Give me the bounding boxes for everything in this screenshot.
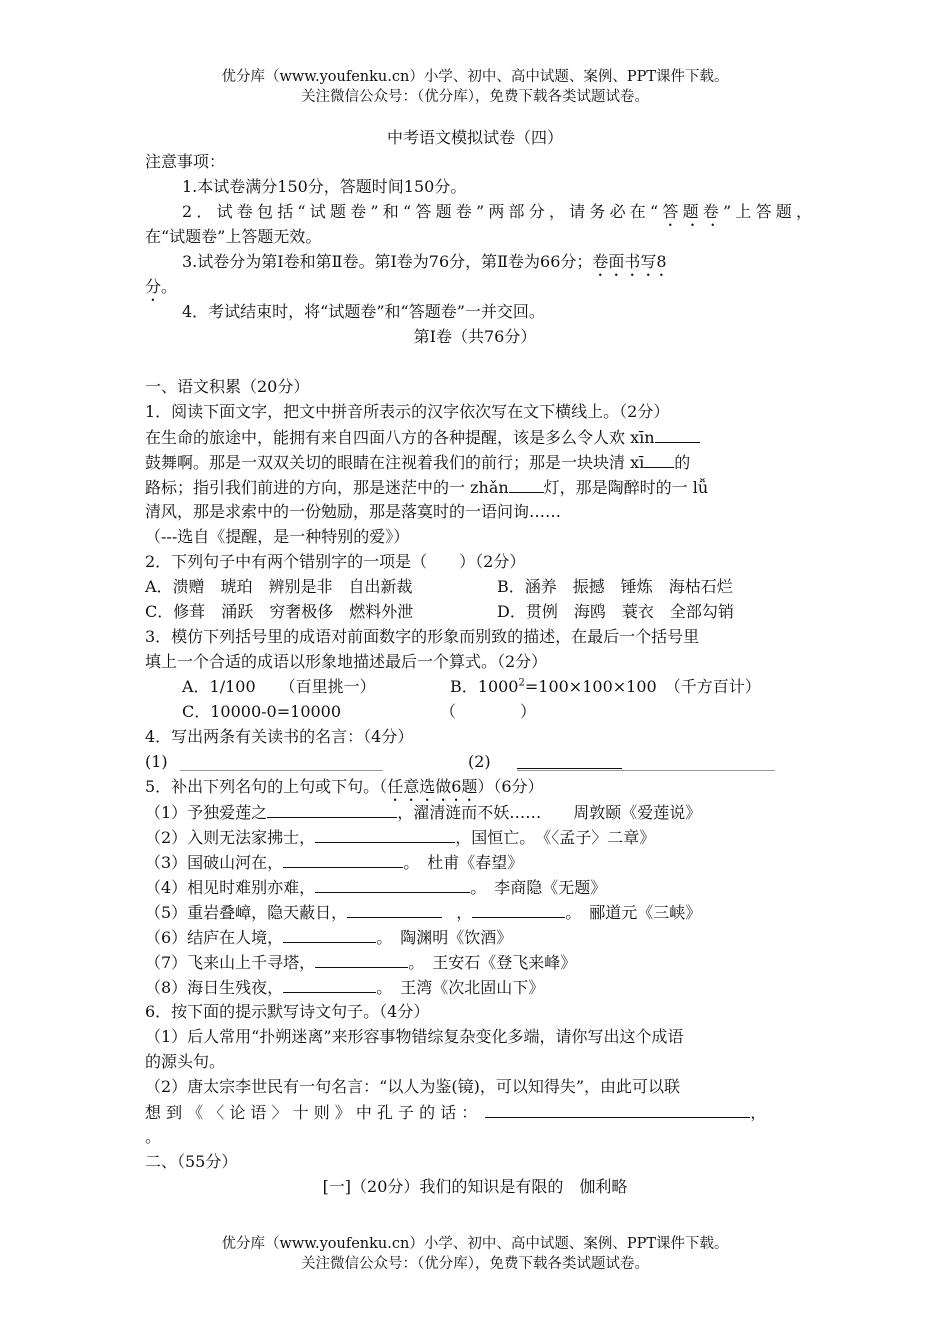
section2-heading: 二、（55分）: [145, 1152, 238, 1171]
notice-item-3-cont: 分。: [145, 277, 178, 296]
q3-answer-blank[interactable]: （ ）: [440, 702, 537, 721]
page-title: 中考语文模拟试卷（四）: [386, 128, 563, 147]
q5-item-5: （5）重岩叠嶂，隐天蔽日， ， 。 郦道元《三峡》: [145, 903, 702, 922]
q6-prompt-1: （1）后人常用“扑朔迷离”来形容事物错综复杂变化多端，请你写出这个成语: [145, 1027, 684, 1046]
q2-option-a: A．溃赠 琥珀 辨别是非 自出新裁: [145, 577, 413, 596]
q2-option-d: D．贯例 海鸥 蓑衣 全部勾销: [497, 602, 734, 621]
section1-heading: 一、语文积累（20分）: [145, 377, 310, 396]
answer-blank[interactable]: [267, 801, 397, 818]
q1-line-2: 鼓舞啊。那是一双双关切的眼睛在注视着我们的前行；那是一块块清 xī 的: [145, 453, 691, 472]
notice-item-3: 3.试卷分为第Ⅰ卷和第Ⅱ卷。第Ⅰ卷为76分，第Ⅱ卷为66分；卷面书写8: [182, 252, 667, 271]
q1-line-4: 清风，那是求索中的一份勉励，那是落寞时的一语问询……: [145, 502, 562, 521]
q3-option-c: C．10000-0=10000: [182, 702, 342, 721]
q5-item-8: （8）海日生残夜， 。 王湾《次北固山下》: [145, 978, 545, 997]
q4-stem: 4．写出两条有关读书的名言：（4分）: [145, 727, 414, 746]
q1-line-3: 路标；指引我们前进的方向，那是迷茫中的一 zhǎn 灯，那是陶醉时的一 lǚ: [145, 478, 709, 497]
answer-blank[interactable]: [485, 1101, 750, 1118]
answer-blank[interactable]: [472, 901, 565, 918]
q4-blank-2-mark: [517, 768, 622, 769]
notice-heading: 注意事项：: [145, 152, 226, 171]
answer-blank[interactable]: [283, 976, 376, 993]
header-line-1: 优分库（www.youfenku.cn）小学、初中、高中试题、案例、PPT课件下载。: [221, 69, 729, 85]
answer-blank[interactable]: [644, 451, 674, 468]
q2-stem: 2．下列句子中有两个错别字的一项是（ ）（2分）: [145, 552, 526, 571]
q1-source: （---选自《提醒，是一种特别的爱》）: [145, 527, 410, 546]
q5-item-1: （1）予独爱莲之 ，濯清涟而不妖…… 周敦颐《爱莲说》: [145, 803, 702, 822]
q3-stem-1: 3．模仿下列括号里的成语对前面数字的形象而别致的描述，在最后一个括号里: [145, 627, 700, 646]
q6-prompt-1-cont: 的源头句。: [145, 1052, 226, 1071]
q6-prompt-2-cont: 想 到 《 〈 论 语 〉 十 则 》 中 孔 子 的 话 ： ，: [145, 1103, 767, 1122]
q4-blank-1-label: (1): [145, 752, 168, 771]
notice-item-2: 2．试卷包括“试题卷”和“答题卷”两部分，请务必在“答题卷”上答题，: [182, 202, 812, 221]
answer-blank[interactable]: [509, 476, 544, 493]
q6-prompt-2-end: 。: [145, 1127, 162, 1146]
q4-blank-2-label: (2): [468, 752, 491, 771]
notice-item-4: 4．考试结束时，将“试题卷”和“答题卷”一并交回。: [182, 302, 545, 321]
q6-stem: 6．按下面的提示默写诗文句子。（4分）: [145, 1002, 430, 1021]
answer-blank[interactable]: [283, 926, 376, 943]
q5-item-3: （3）国破山河在， 。 杜甫《春望》: [145, 853, 524, 872]
notice-item-1: 1.本试卷满分150分，答题时间150分。: [182, 177, 467, 196]
q5-stem: 5．补出下列名句的上句或下句。（任意选做6题）（6分）: [145, 777, 544, 796]
q1-stem: 1．阅读下面文字，把文中拼音所表示的汉字依次写在文下横线上。（2分）: [145, 402, 670, 421]
section2-subtitle: [一]（20分）我们的知识是有限的 伽利略: [322, 1177, 628, 1196]
q3-option-b: B．$1000^2=100\times 100\times 100$ （千方百计）: [450, 677, 761, 696]
header-line-2: 关注微信公众号：（优分库），免费下载各类试题试卷。: [301, 89, 649, 105]
q6-prompt-2: （2）唐太宗李世民有一句名言：“以人为鉴(镜)，可以知得失”，由此可以联: [145, 1077, 681, 1096]
q4-blank-1[interactable]: [180, 770, 383, 771]
part1-title: 第Ⅰ卷（共76分）: [413, 327, 537, 346]
q3-option-a: A．1/100 （百里挑一）: [182, 677, 376, 696]
q5-item-2: （2）入则无法家拂士， ，国恒亡。 《〈孟子〉二章》: [145, 828, 656, 847]
q5-item-4: （4）相见时难别亦难， 。 李商隐《无题》: [145, 878, 607, 897]
answer-blank[interactable]: [315, 826, 455, 843]
q2-option-b: B．涵养 振撼 锤炼 海枯石烂: [497, 577, 733, 596]
footer-line-2: 关注微信公众号：（优分库），免费下载各类试题试卷。: [301, 1256, 649, 1272]
answer-blank[interactable]: [315, 876, 470, 893]
footer-line-1: 优分库（www.youfenku.cn）小学、初中、高中试题、案例、PPT课件下载。: [221, 1236, 729, 1252]
q1-line-1: 在生命的旅途中，能拥有来自四面八方的各种提醒，该是多么令人欢 xīn: [145, 426, 700, 449]
q2-option-c: C．修葺 涌跃 穷奢极侈 燃料外泄: [145, 602, 414, 621]
q5-item-7: （7）飞来山上千寻塔， 。 王安石《登飞来峰》: [145, 953, 577, 972]
answer-blank[interactable]: [347, 901, 442, 918]
answer-blank[interactable]: [655, 426, 700, 443]
q4-blank-2[interactable]: [517, 770, 775, 771]
emphasis-choose: 任意选做6题: [387, 777, 478, 796]
q3-stem-2: 填上一个合适的成语以形象地描述最后一个算式。（2分）: [145, 652, 548, 671]
answer-blank[interactable]: [315, 951, 408, 968]
emphasis-handwriting: 卷面书写8: [592, 252, 667, 271]
emphasis-answer-sheet: 答题卷: [658, 202, 723, 221]
notice-item-2-cont: 在“试题卷”上答题无效。: [145, 227, 322, 246]
q5-item-6: （6）结庐在人境， 。 陶渊明《饮酒》: [145, 928, 513, 947]
answer-blank[interactable]: [283, 851, 403, 868]
